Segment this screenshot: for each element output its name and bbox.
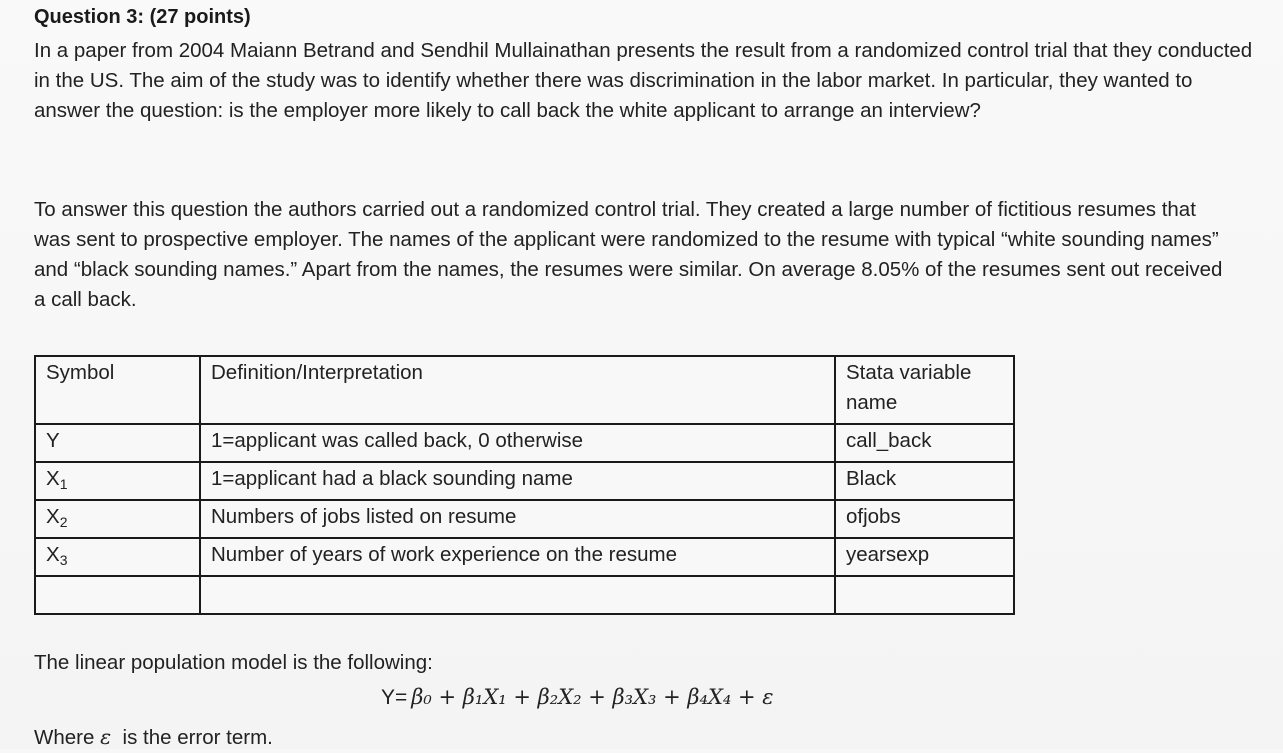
definition-cell: 1=applicant was called back, 0 otherwise (200, 424, 835, 462)
symbol-base: X (46, 505, 60, 528)
equation-rhs: β₀ + β₁X₁ + β₂X₂ + β₃X₃ + β₄X₄ + ε (411, 685, 774, 709)
model-intro: The linear population model is the following: (34, 651, 433, 674)
symbol-base: X (46, 467, 60, 490)
equation-lhs: Y= (381, 686, 408, 709)
where-suffix: is the error term. (122, 726, 273, 749)
definition-cell (200, 576, 835, 614)
symbol-cell (35, 538, 200, 576)
error-term-note (34, 722, 273, 753)
symbol-cell (35, 462, 200, 500)
where-prefix: Where (34, 726, 95, 749)
question-title: Question 3: (27 points) (34, 6, 251, 28)
symbol-cell (35, 424, 200, 462)
epsilon-symbol: ε (100, 725, 112, 749)
symbol-base: X (46, 543, 60, 566)
symbol-cell (35, 576, 200, 614)
variables-table (34, 355, 1015, 615)
symbol-subscript: 1 (59, 476, 68, 492)
definition-cell: 1=applicant had a black sounding name (200, 462, 835, 500)
definition-cell: Numbers of jobs listed on resume (200, 500, 835, 538)
definition-cell: Number of years of work experience on the resume (200, 538, 835, 576)
symbol-cell (35, 500, 200, 538)
regression-equation (381, 681, 774, 714)
stata-cell: Black (835, 462, 1014, 500)
method-paragraph: To answer this question the authors carried out a randomized control trial. They created a large number of fictitious resumes that was sent to prospective employer. The names of the applicant were randomized to the resume with typical “white sounding names” and “black sounding names.” Apart from the names, the resumes were similar. On average 8.05% of the resumes sent out received a call back. (34, 198, 1223, 311)
stata-cell: yearsexp (835, 538, 1014, 576)
header-symbol: Symbol (35, 356, 200, 424)
table-header-row (35, 356, 1014, 424)
table-row (35, 500, 1014, 538)
table-row (35, 538, 1014, 576)
symbol-subscript: 2 (59, 514, 68, 530)
table-row (35, 424, 1014, 462)
stata-cell: call_back (835, 424, 1014, 462)
intro-paragraph: In a paper from 2004 Maiann Betrand and Sendhil Mullainathan presents the result from a randomized control trial that they conducted in the US. The aim of the study was to identify whether there was discrimination in the labor market. In particular, they wanted to answer the question: is the employer more likely to call back the white applicant to arrange an interview? (34, 39, 1253, 122)
header-stata-variable: Stata variable name (835, 356, 1014, 424)
symbol-base: Y (46, 429, 60, 452)
table-row (35, 462, 1014, 500)
header-definition: Definition/Interpretation (200, 356, 835, 424)
table-row-empty (35, 576, 1014, 614)
symbol-subscript: 3 (59, 552, 68, 568)
stata-cell (835, 576, 1014, 614)
stata-cell: ofjobs (835, 500, 1014, 538)
